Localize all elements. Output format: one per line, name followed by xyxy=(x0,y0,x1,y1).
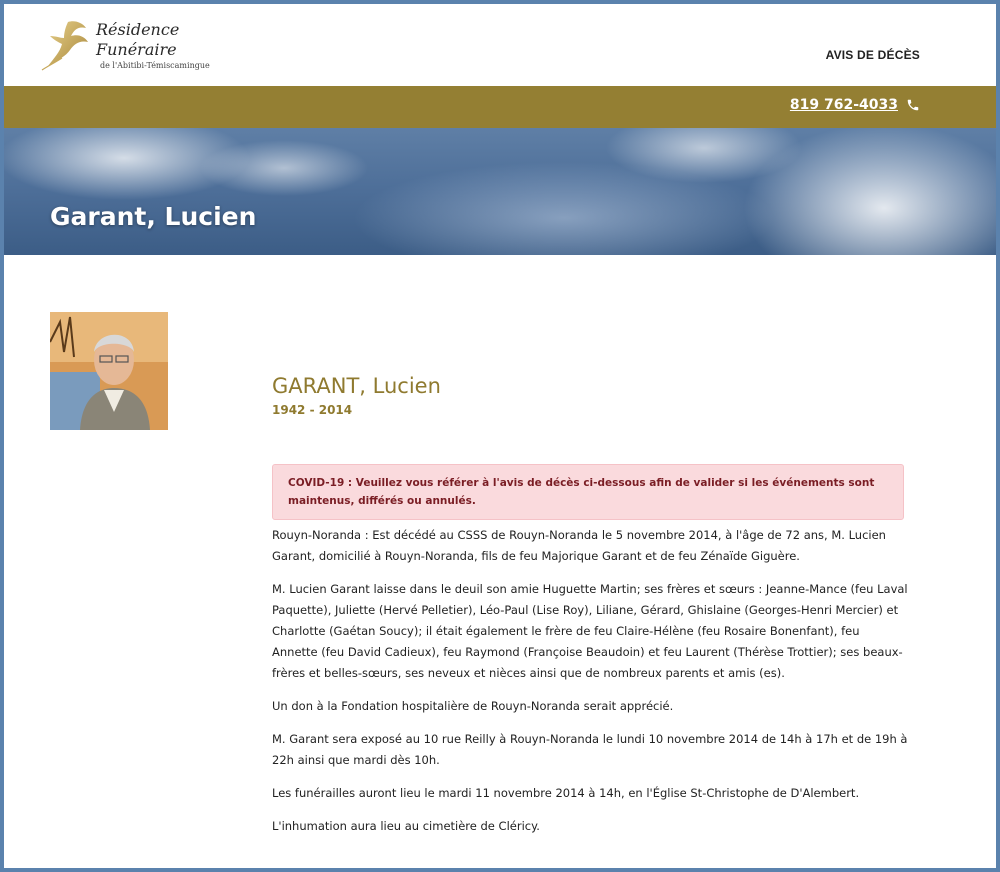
obituary-header xyxy=(272,374,906,417)
deceased-name: GARANT, Lucien xyxy=(272,374,441,398)
covid-alert: COVID-19 : Veuillez vous référer à l'avis de décès ci-dessous afin de valider si les événements sont maintenus, différés ou annulés. xyxy=(272,464,904,520)
portrait-image xyxy=(50,312,168,430)
obituary-paragraph: M. Lucien Garant laisse dans le deuil son amie Huguette Martin; ses frères et sœurs : Jeanne-Mance (feu Laval Paquette), Juliette (Hervé Pelletier), Léo-Paul (Lise Roy), Liliane, Gérard, Ghislaine (Georges-Henri Mercier) et Charlotte (Gaétan Soucy); il était également le frère de feu Claire-Hélène (feu Rosaire Bonenfant), feu Annette (feu David Cadieux), feu Raymond (Françoise Beaudoin) et feu Laurent (Thérèse Trottier); ses beaux-frères et belles-sœurs, ses neveux et nièces ainsi que de nombreux parents et amis (es). xyxy=(272,582,908,680)
phone-icon xyxy=(906,98,920,112)
obituary-paragraph: Les funérailles auront lieu le mardi 11 novembre 2014 à 14h, en l'Église St-Christophe de D'Alembert. xyxy=(272,786,860,800)
deceased-photo xyxy=(50,312,168,430)
hero-banner xyxy=(4,128,996,255)
logo-text-line2: Funéraire xyxy=(96,40,177,59)
obituary-paragraph: M. Garant sera exposé au 10 rue Reilly à Rouyn-Noranda le lundi 10 novembre 2014 de 14h à 17h et de 19h à 22h ainsi que mardi dès 10h. xyxy=(272,732,908,767)
page-frame xyxy=(4,4,996,868)
obituary-paragraph: Rouyn-Noranda : Est décédé au CSSS de Rouyn-Noranda le 5 novembre 2014, à l'âge de 72 ans, M. Lucien Garant, domicilié à Rouyn-Noranda, fils de feu Majorique Garant et de feu Zénaïde Giguère. xyxy=(272,528,886,563)
logo-text-line3: de l'Abitibi-Témiscamingue xyxy=(100,61,210,70)
phone-link[interactable] xyxy=(790,97,920,113)
phone-number: 819 762-4033 xyxy=(789,97,898,113)
obituary-text xyxy=(272,525,908,849)
obituary-paragraph: L'inhumation aura lieu au cimetière de Cléricy. xyxy=(272,819,540,833)
life-years: 1942 - 2014 xyxy=(272,403,353,418)
site-logo[interactable] xyxy=(38,16,210,76)
obituary-paragraph: Un don à la Fondation hospitalière de Rouyn-Noranda serait apprécié. xyxy=(272,699,674,713)
nav-avis-de-deces[interactable]: AVIS DE DÉCÈS xyxy=(825,48,920,62)
page-title: Garant, Lucien xyxy=(50,202,257,231)
logo-text-line1: Résidence xyxy=(96,20,180,39)
site-header xyxy=(4,4,996,86)
dove-logo-icon xyxy=(38,16,96,74)
